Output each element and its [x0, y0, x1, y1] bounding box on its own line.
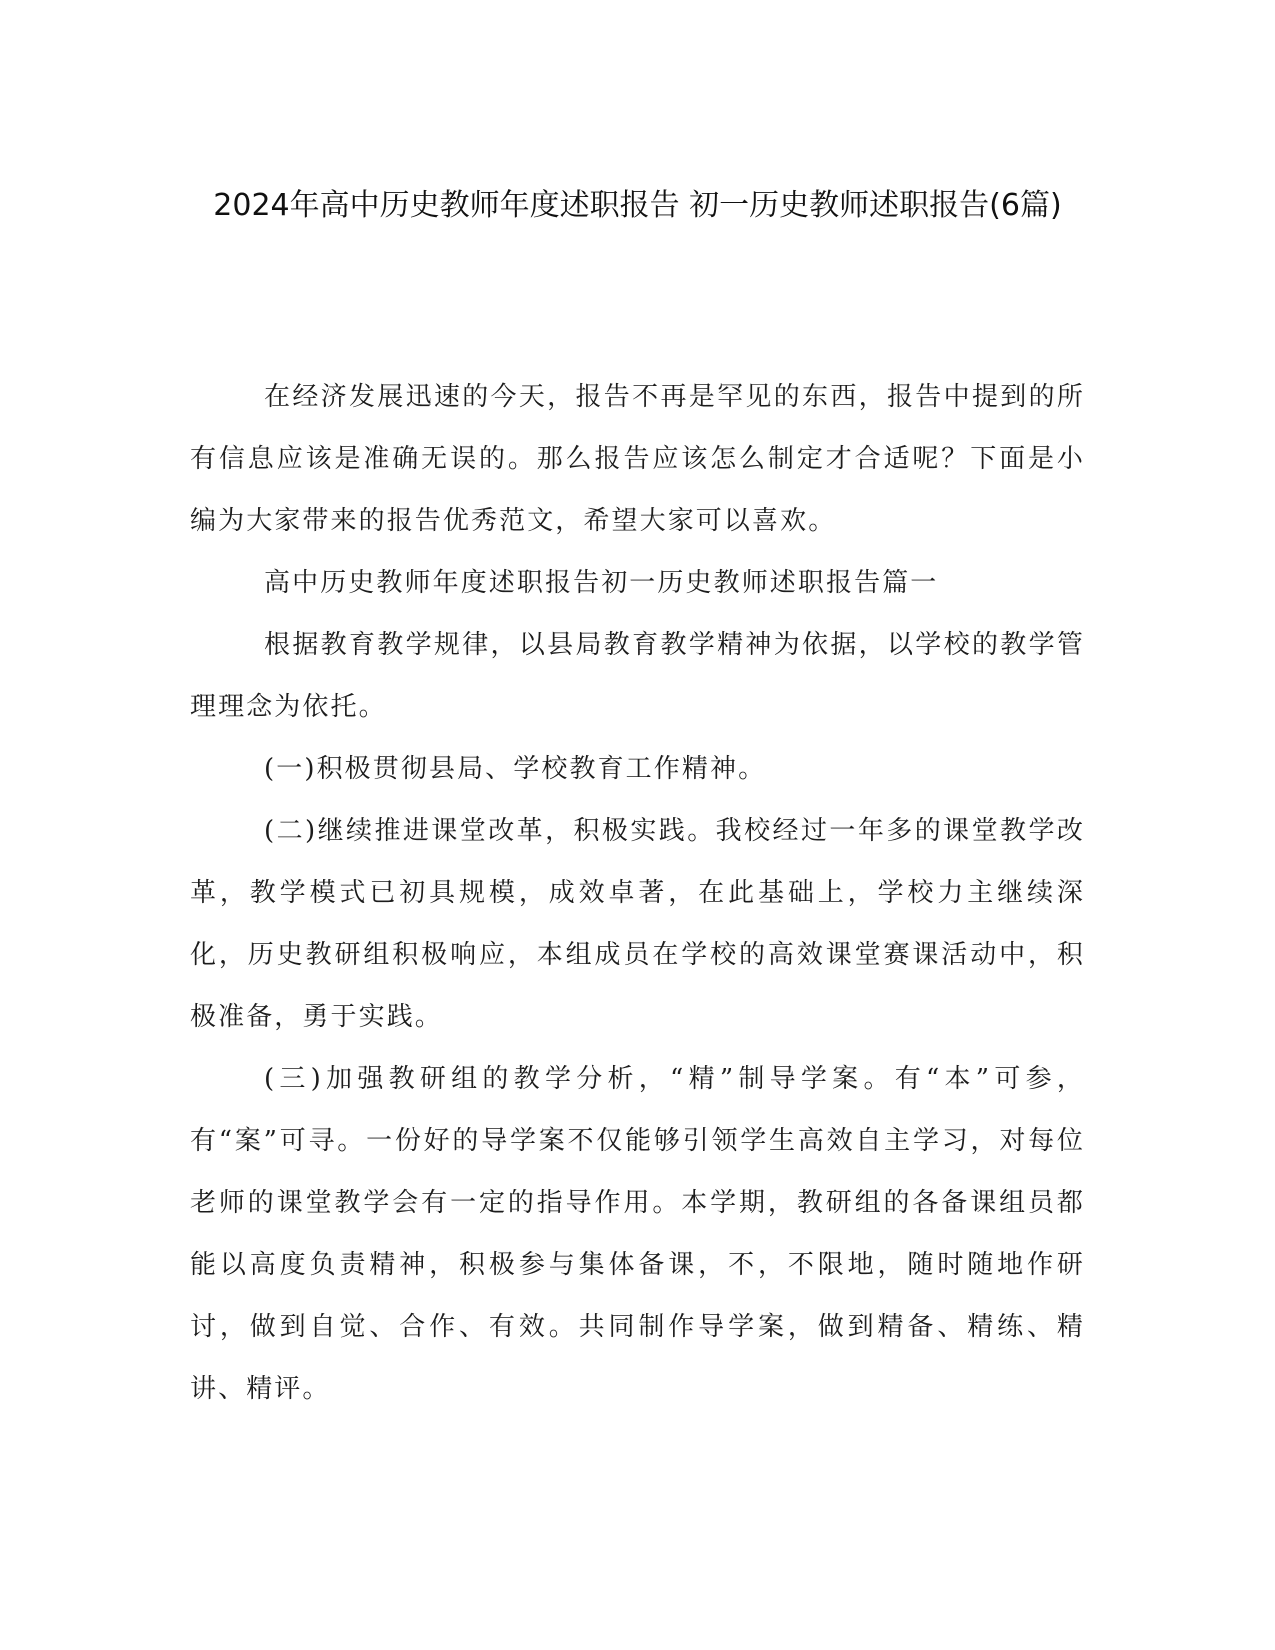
paragraph-item-1: (一)积极贯彻县局、学校教育工作精神。: [264, 754, 767, 784]
document-body: [190, 366, 1085, 1420]
paragraph-section-heading: 高中历史教师年度述职报告初一历史教师述职报告篇一: [264, 568, 939, 598]
paragraph-item-3: (三)加强教研组的教学分析，“精”制导学案。有“本”可参，有“案”可寻。一份好的导学案不仅能够引领学生高效自主学习，对每位老师的课堂教学会有一定的指导作用。本学期，教研组的各备课组员都能以高度负责精神，积极参与集体备课，不，不限地，随时随地作研讨，做到自觉、合作、有效。共同制作导学案，做到精备、精练、精讲、精评。: [190, 1064, 1085, 1404]
document-title: 2024年高中历史教师年度述职报告 初一历史教师述职报告(6篇): [213, 188, 1062, 223]
paragraph-intro: 在经济发展迅速的今天，报告不再是罕见的东西，报告中提到的所有信息应该是准确无误的。那么报告应该怎么制定才合适呢？下面是小编为大家带来的报告优秀范文，希望大家可以喜欢。: [190, 382, 1085, 536]
paragraph-guideline: 根据教育教学规律，以县局教育教学精神为依据，以学校的教学管理理念为依托。: [190, 630, 1085, 722]
paragraph-item-2: (二)继续推进课堂改革，积极实践。我校经过一年多的课堂教学改革，教学模式已初具规模，成效卓著，在此基础上，学校力主继续深化，历史教研组积极响应，本组成员在学校的高效课堂赛课活动中，积极准备，勇于实践。: [190, 816, 1085, 1032]
